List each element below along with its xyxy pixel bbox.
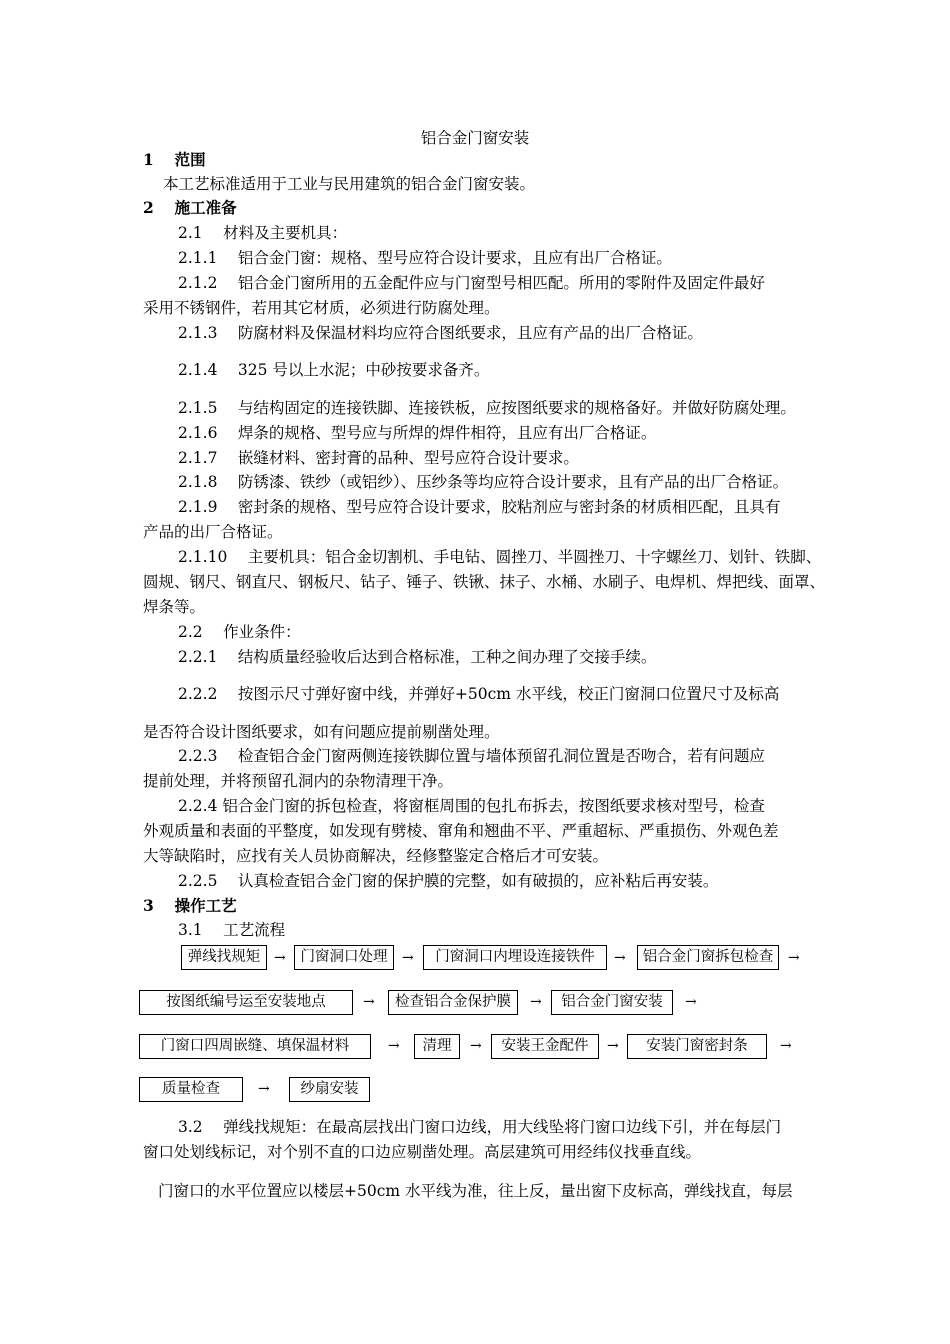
flow-step: 清理 — [414, 1034, 460, 1059]
paragraph: 2.1.2 铝合金门窗所用的五金配件应与门窗型号相匹配。所用的零附件及固定件最好 — [178, 274, 765, 292]
paragraph: 2.2 作业条件： — [178, 623, 301, 641]
paragraph: 2.1.5 与结构固定的连接铁脚、连接铁板，应按图纸要求的规格备好。并做好防腐处理。 — [178, 399, 796, 417]
flow-arrow: → — [363, 994, 375, 1010]
paragraph: 2.2.1 结构质量经验收后达到合格标准，工种之间办理了交接手续。 — [178, 648, 657, 666]
flow-step: 铝合金门窗拆包检查 — [637, 945, 779, 970]
flow-arrow: → — [614, 950, 626, 966]
paragraph: 圆规、钢尺、钢直尺、钢板尺、钻子、锤子、铁锹、抹子、水桶、水刷子、电焊机、焊把线、面罩、 — [143, 573, 826, 591]
paragraph: 2.1.4 325 号以上水泥；中砂按要求备齐。 — [178, 361, 490, 379]
paragraph: 3.1 工艺流程 — [178, 921, 286, 939]
paragraph: 焊条等。 — [143, 598, 206, 616]
page-title: 铝合金门窗安装 — [420, 129, 530, 147]
flow-arrow: → — [402, 950, 414, 966]
flow-arrow: → — [530, 994, 542, 1010]
paragraph: 窗口处划线标记，对个别不直的口边应剔凿处理。高层建筑可用经纬仪找垂直线。 — [143, 1143, 702, 1161]
section-heading-preparation: 2 施工准备 — [143, 198, 237, 217]
paragraph: 2.1.1 铝合金门窗：规格、型号应符合设计要求，且应有出厂合格证。 — [178, 249, 672, 267]
flow-step: 安装门窗密封条 — [627, 1034, 767, 1059]
flow-step: 安装王金配件 — [491, 1034, 599, 1059]
section-heading-scope: 1 范围 — [143, 150, 206, 169]
flow-step: 门窗洞口内埋设连接铁件 — [423, 945, 607, 970]
flow-step: 门窗洞口处理 — [294, 945, 394, 970]
flow-step: 检查铝合金保护膜 — [388, 990, 518, 1015]
flow-arrow: → — [388, 1038, 400, 1054]
paragraph: 采用不锈钢件，若用其它材质，必须进行防腐处理。 — [143, 299, 500, 317]
flow-step: 门窗口四周嵌缝、填保温材料 — [139, 1034, 371, 1059]
paragraph: 2.1 材料及主要机具： — [178, 224, 348, 242]
flow-arrow: → — [470, 1038, 482, 1054]
flow-step: 弹线找规矩 — [181, 945, 267, 970]
paragraph: 提前处理，并将预留孔洞内的杂物清理干净。 — [143, 772, 454, 790]
paragraph: 2.2.2 按图示尺寸弹好窗中线，并弹好+50cm 水平线，校正门窗洞口位置尺寸及标高 — [178, 685, 780, 703]
section-heading-operation: 3 操作工艺 — [143, 896, 237, 915]
flow-step: 按图纸编号运至安装地点 — [139, 990, 353, 1015]
flow-arrow: → — [258, 1081, 270, 1097]
paragraph: 2.2.4 铝合金门窗的拆包检查，将窗框周围的包扎布拆去，按图纸要求核对型号，检查 — [178, 797, 765, 815]
paragraph: 2.1.8 防锈漆、铁纱（或铝纱）、压纱条等均应符合设计要求，且有产品的出厂合格证。 — [178, 473, 789, 491]
paragraph: 大等缺陷时，应找有关人员协商解决，经修整鉴定合格后才可安装。 — [143, 847, 609, 865]
paragraph: 2.1.7 嵌缝材料、密封膏的品种、型号应符合设计要求。 — [178, 449, 579, 467]
paragraph: 2.1.6 焊条的规格、型号应与所焊的焊件相符，且应有出厂合格证。 — [178, 424, 657, 442]
flow-arrow: → — [788, 950, 800, 966]
paragraph: 2.2.3 检查铝合金门窗两侧连接铁脚位置与墙体预留孔洞位置是否吻合，若有问题应 — [178, 747, 765, 765]
paragraph: 3.2 弹线找规矩：在最高层找出门窗口边线，用大线坠将门窗口边线下引，并在每层门 — [178, 1118, 782, 1136]
flow-step: 纱扇安装 — [289, 1077, 370, 1102]
paragraph: 2.1.9 密封条的规格、型号应符合设计要求，胶粘剂应与密封条的材质相匹配，且具有 — [178, 498, 781, 516]
paragraph: 2.1.3 防腐材料及保温材料均应符合图纸要求，且应有产品的出厂合格证。 — [178, 324, 703, 342]
flow-arrow: → — [274, 950, 286, 966]
paragraph: 是否符合设计图纸要求，如有问题应提前剔凿处理。 — [143, 723, 500, 741]
paragraph: 2.2.5 认真检查铝合金门窗的保护膜的完整，如有破损的，应补粘后再安装。 — [178, 872, 719, 890]
paragraph: 门窗口的水平位置应以楼层+50cm 水平线为准，往上反，量出窗下皮标高，弹线找直，每层 — [158, 1182, 793, 1200]
flow-step: 质量检查 — [139, 1077, 243, 1102]
flow-arrow: → — [685, 994, 697, 1010]
paragraph: 2.1.10 主要机具：铝合金切割机、手电钻、圆挫刀、半圆挫刀、十字螺丝刀、划针、铁脚、 — [178, 548, 822, 566]
flow-arrow: → — [607, 1038, 619, 1054]
flow-step: 铝合金门窗安装 — [551, 990, 673, 1015]
paragraph: 产品的出厂合格证。 — [143, 523, 283, 541]
flow-arrow: → — [780, 1038, 792, 1054]
paragraph: 本工艺标准适用于工业与民用建筑的铝合金门窗安装。 — [163, 175, 536, 193]
paragraph: 外观质量和表面的平整度，如发现有劈棱、窜角和翘曲不平、严重超标、严重损伤、外观色差 — [143, 822, 779, 840]
